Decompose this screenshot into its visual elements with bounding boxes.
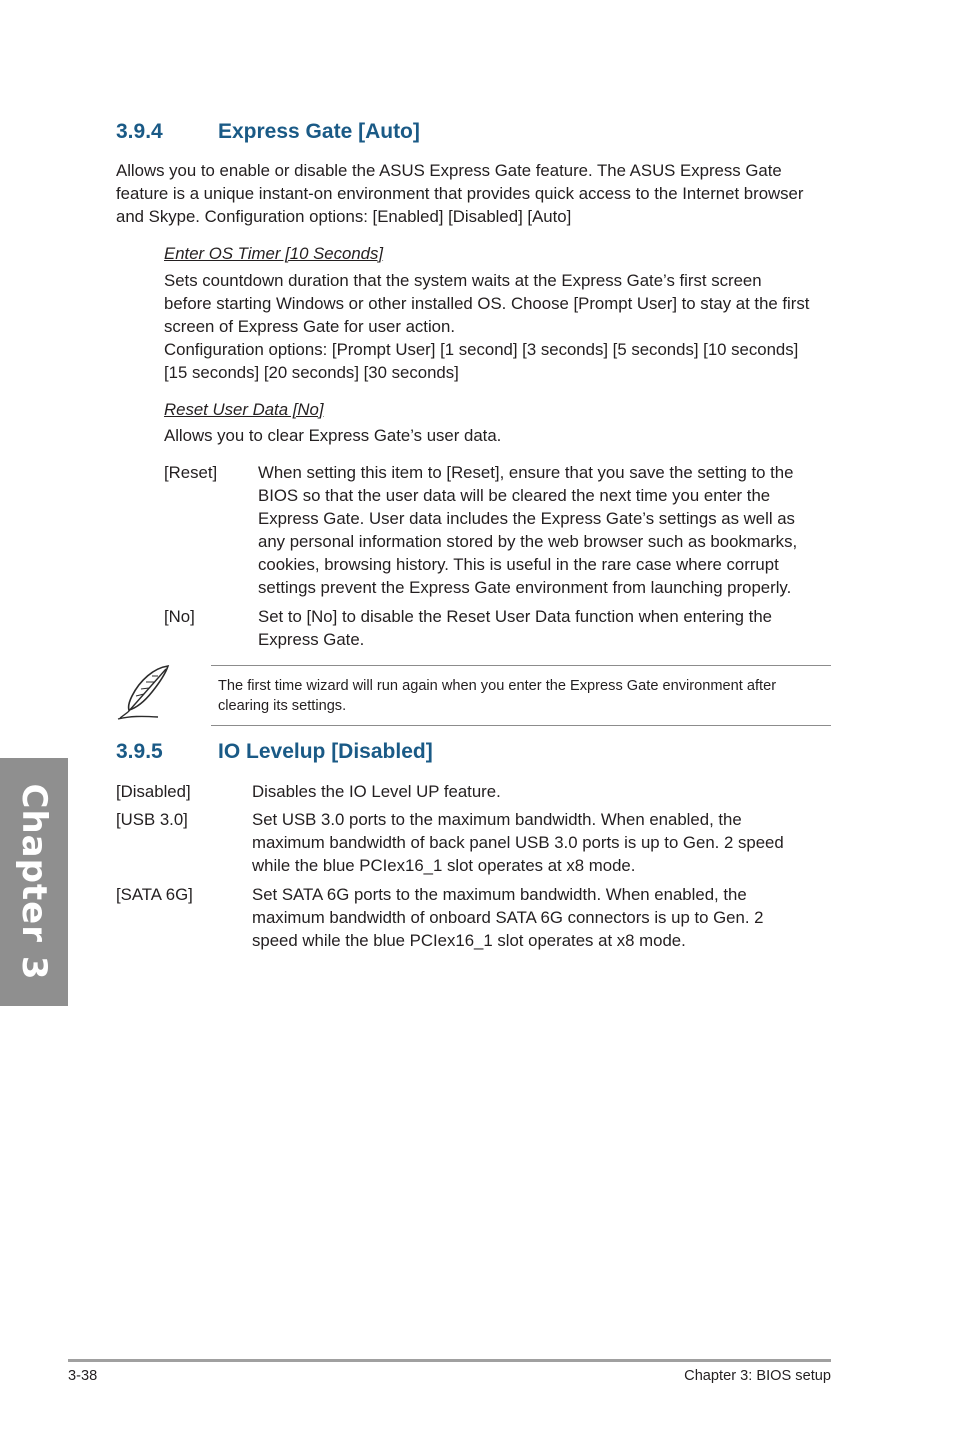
reset-user-data-heading: Reset User Data [No] (164, 400, 324, 419)
enter-os-timer-heading: Enter OS Timer [10 Seconds] (164, 244, 384, 263)
text-line: settings prevent the Express Gate environment from launching properly. (258, 578, 792, 597)
text-line: Set SATA 6G ports to the maximum bandwidth. When enabled, the (252, 885, 747, 904)
section-number: 3.9.4 (116, 120, 163, 143)
footer-rule (68, 1359, 831, 1362)
text-line: Express Gate. (258, 630, 365, 649)
text-line: while the blue PCIex16_1 slot operates at x8 mode. (252, 856, 636, 875)
text-line: Allows you to enable or disable the ASUS Express Gate feature. The ASUS Express Gate (116, 161, 782, 180)
option-term: [Reset] (164, 463, 218, 482)
text-line: maximum bandwidth of back panel USB 3.0 ports is up to Gen. 2 speed (252, 833, 784, 852)
text-line: screen of Express Gate for user action. (164, 317, 456, 336)
note-text (218, 676, 828, 716)
text-line: When setting this item to [Reset], ensure that you save the setting to the (258, 463, 794, 482)
option-description (258, 461, 834, 599)
section-title: Express Gate [Auto] (218, 120, 420, 143)
section-title: IO Levelup [Disabled] (218, 740, 433, 763)
text-line: clearing its settings. (218, 698, 347, 714)
option-term: [Disabled] (116, 782, 191, 801)
option-term: [No] (164, 607, 195, 626)
option-description (252, 780, 836, 803)
feather-pen-icon (114, 662, 174, 722)
text-line: maximum bandwidth of onboard SATA 6G connectors is up to Gen. 2 (252, 908, 764, 927)
option-description (252, 883, 836, 952)
text-line: before starting Windows or other installed OS. Choose [Prompt User] to stay at the first (164, 294, 810, 313)
text-line: Disables the IO Level UP feature. (252, 782, 501, 801)
text-line: Set USB 3.0 ports to the maximum bandwidth. When enabled, the (252, 810, 742, 829)
text-line: BIOS so that the user data will be cleared the next time you enter the (258, 486, 771, 505)
footer-page-number: 3-38 (68, 1368, 98, 1384)
text-line: feature is a unique instant-on environment that provides quick access to the Internet browser (116, 184, 804, 203)
footer-chapter-title: Chapter 3: BIOS setup (684, 1368, 831, 1384)
text-line: Configuration options: [Prompt User] [1 second] [3 seconds] [5 seconds] [10 seconds] (164, 340, 799, 359)
section-intro (116, 159, 836, 228)
text-line: Set to [No] to disable the Reset User Data function when entering the (258, 607, 772, 626)
enter-os-timer-description (164, 269, 834, 384)
option-description (258, 605, 834, 651)
text-line: [15 seconds] [20 seconds] [30 seconds] (164, 363, 459, 382)
option-term: [USB 3.0] (116, 810, 188, 829)
text-line: and Skype. Configuration options: [Enabled] [Disabled] [Auto] (116, 207, 572, 226)
section-number: 3.9.5 (116, 740, 163, 763)
text-line: speed while the blue PCIex16_1 slot operates at x8 mode. (252, 931, 686, 950)
section-heading-3-9-5 (116, 740, 716, 766)
text-line: The first time wizard will run again when you enter the Express Gate environment after (218, 678, 777, 694)
reset-user-data-description: Allows you to clear Express Gate’s user data. (164, 426, 502, 445)
text-line: any personal information stored by the web browser such as bookmarks, (258, 532, 798, 551)
option-description (252, 808, 836, 877)
text-line: cookies, browsing history. This is useful in the rare case where corrupt (258, 555, 779, 574)
chapter-side-tab-label: Chapter 3 (14, 783, 54, 981)
chapter-side-tab (0, 758, 68, 1006)
note-top-rule (211, 665, 831, 666)
note-bottom-rule (211, 725, 831, 726)
text-line: Sets countdown duration that the system waits at the Express Gate’s first screen (164, 271, 762, 290)
section-heading-3-9-4 (116, 120, 716, 146)
text-line: Express Gate. User data includes the Express Gate’s settings as well as (258, 509, 795, 528)
option-term: [SATA 6G] (116, 885, 193, 904)
